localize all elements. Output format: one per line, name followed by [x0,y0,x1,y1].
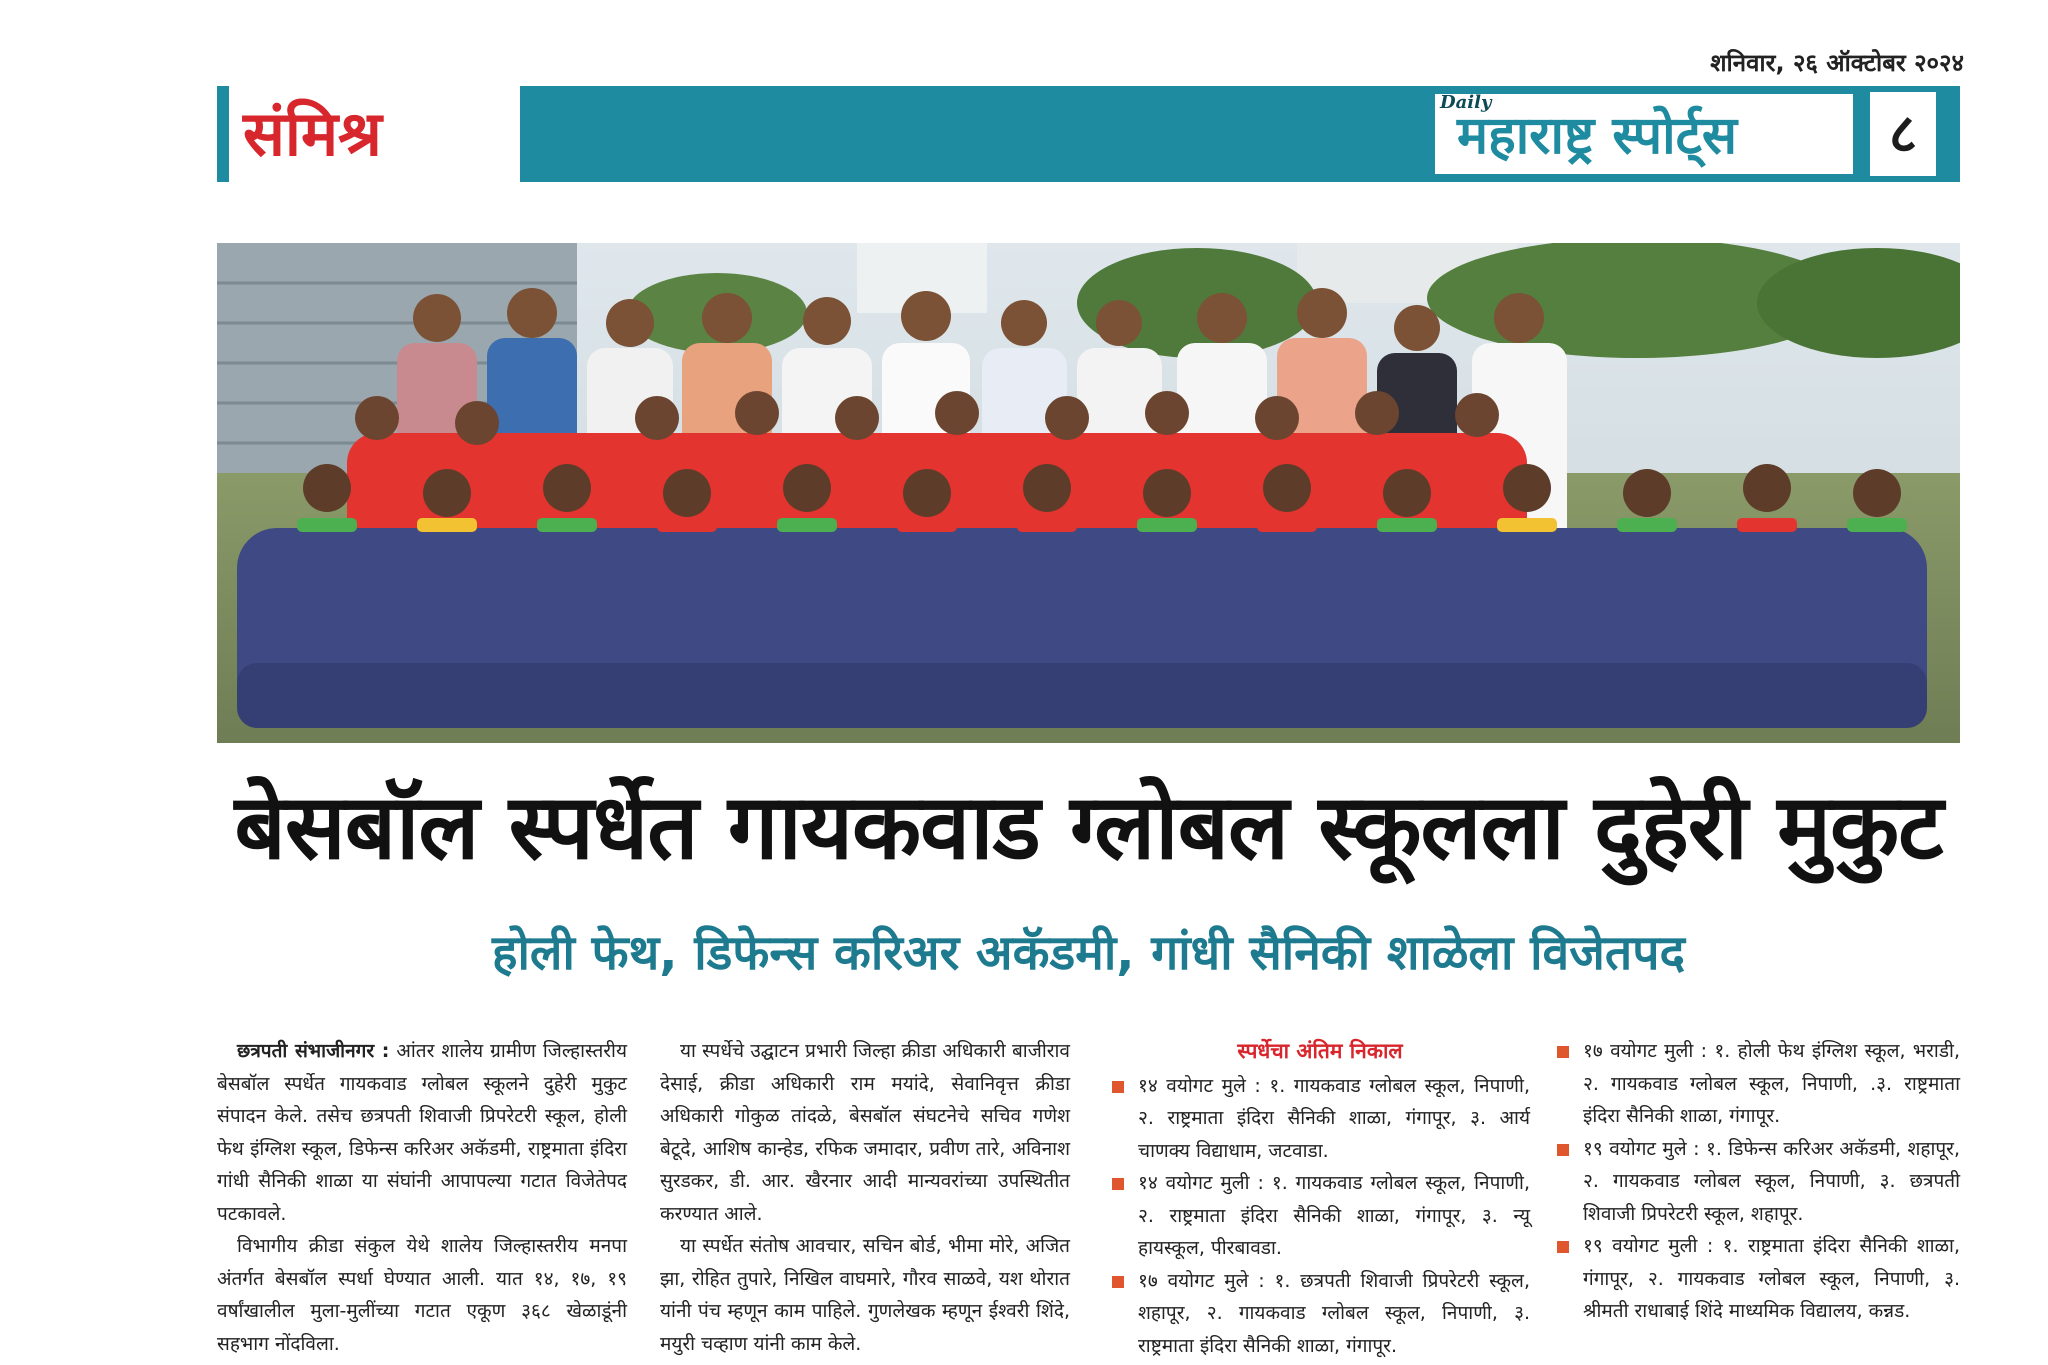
article-paragraph: या स्पर्धेत संतोष आवचार, सचिन बोर्ड, भीमा मोरे, अजित झा, रोहित तुपारे, निखिल वाघमारे, गौरव साळवे, यश थोरात यांनी पंच म्हणून काम पाहिले. गुणलेखक म्हणून ईश्वरी शिंदे, मयुरी चव्हाण यांनी काम केले. [660,1235,1070,1355]
result-text: १. गायकवाड ग्लोबल स्कूल, निपाणी, २. राष्ट्रमाता इंदिरा सैनिकी शाळा, गंगापूर, ३. न्यू हायस्कूल, पीरबावडा. [1138,1172,1530,1259]
results-column-2 [1555,1035,1960,1328]
result-item [1555,1035,1960,1133]
result-text: १. गायकवाड ग्लोबल स्कूल, निपाणी, २. राष्ट्रमाता इंदिरा सैनिकी शाळा, गंगापूर, ३. आर्य चाणक्य विद्याधाम, जटवाडा. [1138,1074,1530,1162]
result-text: १. छत्रपती शिवाजी प्रिपरेटरी स्कूल, शहापूर, २. गायकवाड ग्लोबल स्कूल, निपाणी, ३. राष्ट्रमाता इंदिरा सैनिकी शाळा, गंगापूर. [1138,1269,1530,1357]
result-group: १४ वयोगट मुले : [1138,1074,1261,1097]
result-item [1110,1070,1530,1168]
subheadline: होली फेथ, डिफेन्स करिअर अकॅडमी, गांधी सैनिकी शाळेला विजेतपद [492,925,1685,981]
article-paragraph [217,1035,627,1230]
article-column-2 [660,1035,1070,1360]
results-column-1 [1110,1035,1530,1362]
result-item [1555,1133,1960,1231]
result-item [1110,1265,1530,1363]
issue-date: शनिवार, २६ ऑक्टोबर २०२४ [1710,49,1964,77]
square-bullet-icon [1557,1241,1569,1253]
dateline: छत्रपती संभाजीनगर : [237,1040,390,1062]
square-bullet-icon [1112,1178,1124,1190]
result-item [1110,1167,1530,1265]
paragraph-text: आंतर शालेय ग्रामीण जिल्हास्तरीय बेसबॉल स्पर्धेत गायकवाड ग्लोबल स्कूलने दुहेरी मुकुट संपादन केले. तसेच छत्रपती शिवाजी प्रिपरेटरी स्कूल, होली फेथ इंग्लिश स्कूल, डिफेन्स करिअर अकॅडमी, राष्ट्रमाता इंदिरा गांधी सैनिकी शाळा या संघांनी आपापल्या गटात विजेतेपद पटकावले. [217,1040,627,1225]
square-bullet-icon [1557,1046,1569,1058]
masthead-daily-label: Daily [1440,92,1492,113]
result-group: १७ वयोगट मुले : [1138,1269,1265,1292]
result-item [1555,1230,1960,1328]
square-bullet-icon [1557,1144,1569,1156]
article-column-1 [217,1035,627,1360]
result-text: १. डिफेन्स करिअर अकॅडमी, शहापूर, २. गायकवाड ग्लोबल स्कूल, निपाणी, ३. छत्रपती शिवाजी प्रिपरेटरी स्कूल, शहापूर. [1583,1137,1960,1225]
section-label: संमिश्र [217,86,457,182]
square-bullet-icon [1112,1081,1124,1093]
result-group: १४ वयोगट मुली : [1138,1172,1264,1194]
result-group: १९ वयोगट मुले : [1583,1137,1700,1160]
article-paragraph: विभागीय क्रीडा संकुल येथे शालेय जिल्हास्तरीय मनपा अंतर्गत बेसबॉल स्पर्धा घेण्यात आली. यात १४, १७, १९ वर्षांखालील मुला-मुलींच्या गटात एकूण ३६८ खेळाडूंनी सहभाग नोंदविला. [217,1235,627,1355]
masthead-title: महाराष्ट्र स्पोर्ट्स [1457,106,1737,166]
result-text: १. राष्ट्रमाता इंदिरा सैनिकी शाळा, गंगापूर, २. गायकवाड ग्लोबल स्कूल, निपाणी, ३. श्रीमती राधाबाई शिंदे माध्यमिक विद्यालय, कन्नड. [1583,1235,1960,1322]
team-group-photo [217,243,1960,743]
result-group: १९ वयोगट मुली : [1583,1235,1714,1257]
masthead-bar [520,86,1960,182]
kneeling-row [237,528,1927,728]
results-title: स्पर्धेचा अंतिम निकाल [1237,1039,1403,1063]
result-text: १. होली फेथ इंग्लिश स्कूल, भराडी, २. गायकवाड ग्लोबल स्कूल, निपाणी, .३. राष्ट्रमाता इंदिरा सैनिकी शाळा, गंगापूर. [1583,1040,1960,1127]
result-group: १७ वयोगट मुली : [1583,1040,1708,1062]
article-paragraph: या स्पर्धेचे उद्घाटन प्रभारी जिल्हा क्रीडा अधिकारी बाजीराव देसाई, क्रीडा अधिकारी राम मयांदे, सेवानिवृत्त क्रीडा अधिकारी गोकुळ तांदळे, बेसबॉल संघटनेचे सचिव गणेश बेटूदे, आशिष कान्हेड, रफिक जमादार, प्रवीण तारे, अविनाश सुरडकर, डी. आर. खैरनार आदी मान्यवरांच्या उपस्थितीत करण्यात आले. [660,1040,1070,1225]
page-number: ८ [1870,92,1936,176]
headline: बेसबॉल स्पर्धेत गायकवाड ग्लोबल स्कूलला दुहेरी मुकुट [234,775,1943,880]
square-bullet-icon [1112,1276,1124,1288]
